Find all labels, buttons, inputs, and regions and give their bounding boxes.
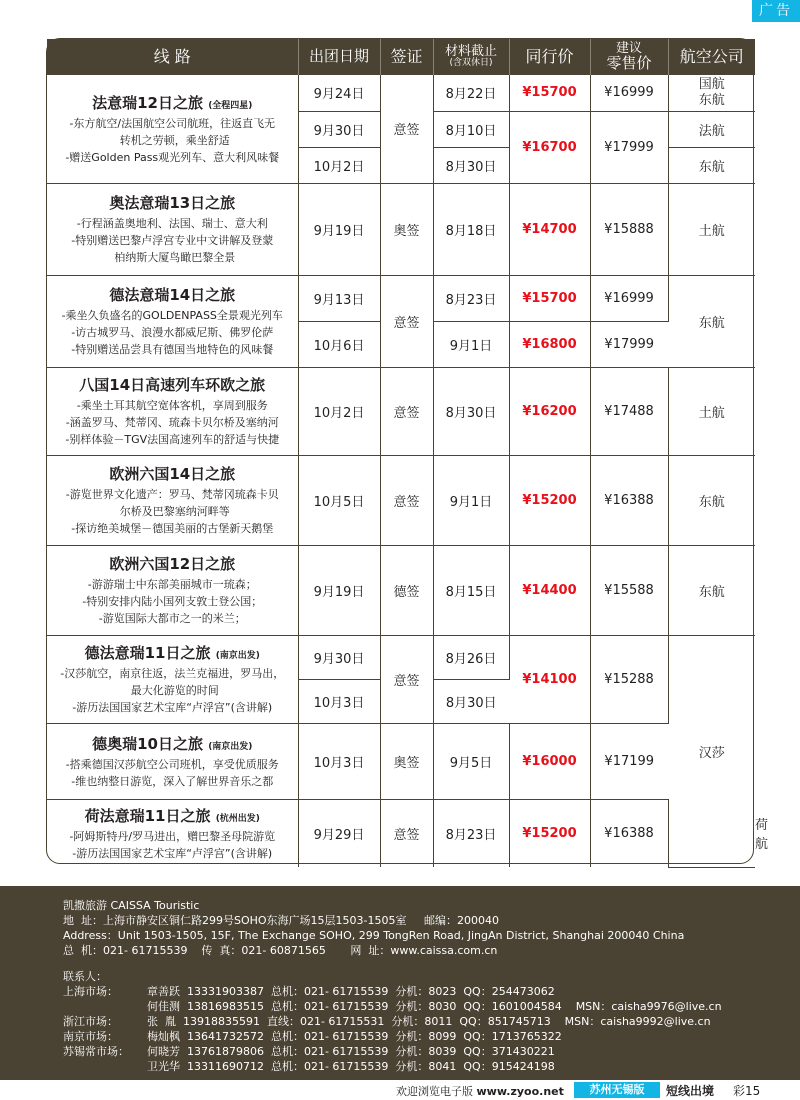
- airline-cell: 东航: [668, 545, 755, 635]
- peer-price-cell: ¥16200: [509, 367, 590, 455]
- route-desc: -访古城罗马、浪漫水都威尼斯、佛罗伦萨: [71, 326, 274, 339]
- table-row: [47, 455, 755, 545]
- route-title: 奥法意瑞13日之旅: [109, 194, 236, 212]
- table-row: [47, 183, 755, 275]
- date-cell: 10月3日: [298, 723, 380, 799]
- route-cell: [47, 75, 298, 183]
- retail-price-cell: ¥17999: [590, 111, 668, 183]
- route-desc: -维也纳整日游览，深入了解世界音乐之都: [71, 774, 274, 788]
- route-title: 德法意瑞14日之旅: [109, 286, 236, 304]
- visa-cell: 奥签: [380, 183, 433, 275]
- route-cell: [47, 275, 298, 367]
- contact-row: 浙江市场： 张 胤 13918835591 直线：021- 61715531 分机：8011 QQ：851745713 MSN：caisha9992@live.cn: [63, 1015, 711, 1028]
- route-cell: [47, 183, 298, 275]
- header-materials-title: 材料截止: [444, 44, 497, 60]
- route-cell: [47, 545, 298, 635]
- route-title: 欧洲六国12日之旅: [109, 555, 236, 573]
- header-peer-price: 同行价: [509, 39, 590, 75]
- retail-price-cell: ¥16388: [590, 455, 668, 545]
- route-title: 德法意瑞11日之旅 (南京出发): [84, 644, 260, 662]
- route-desc: -东方航空/法国航空公司航班，往返直飞无: [69, 116, 276, 130]
- company-address-cn: 地 址：上海市静安区铜仁路299号SOHO东海广场15层1503-1505室 邮编：200040: [63, 914, 499, 927]
- date-cell: 9月30日: [298, 111, 380, 147]
- peer-price-cell: ¥15700: [509, 75, 590, 111]
- deadline-cell: 8月30日: [433, 147, 509, 183]
- visa-cell: 意签: [380, 635, 433, 723]
- table-row: [47, 635, 755, 679]
- table-header: [47, 39, 755, 75]
- deadline-cell: 8月30日: [433, 679, 509, 723]
- deadline-cell: 8月30日: [433, 367, 509, 455]
- route-desc: -别样体验－TGV法国高速列车的舒适与快捷: [65, 433, 280, 446]
- retail-price-cell: ¥17199: [590, 723, 668, 799]
- company-info: [63, 898, 684, 958]
- route-desc: -游览世界文化遗产：罗马、梵蒂冈琉森卡贝: [65, 488, 279, 501]
- company-address-en: Address：Unit 1503-1505, 15F, The Exchange SOHO, 299 TongRen Road, JingAn District, Shanghai 200040 China: [63, 929, 685, 942]
- route-title: 法意瑞12日之旅 (全程四星): [92, 93, 253, 112]
- deadline-cell: 8月18日: [433, 183, 509, 275]
- route-cell: [47, 723, 298, 799]
- route-title: 欧洲六国14日之旅: [109, 465, 236, 483]
- deadline-cell: 8月22日: [433, 75, 509, 111]
- route-desc: -阿姆斯特丹/罗马进出，赠巴黎圣母院游览: [69, 829, 276, 843]
- route-cell: [47, 799, 298, 867]
- company-name: 凯撒旅游 CAISSA Touristic: [63, 899, 200, 912]
- visa-cell: 意签: [380, 799, 433, 867]
- route-desc: 柏纳斯大厦鸟瞰巴黎全景: [114, 251, 236, 264]
- deadline-cell: 8月26日: [433, 635, 509, 679]
- route-desc: -探访绝美城堡－德国美丽的古堡新天鹅堡: [71, 522, 274, 535]
- date-cell: 9月30日: [298, 635, 380, 679]
- table-row: [47, 75, 755, 111]
- route-desc: -乘坐土耳其航空宽体客机，享周到服务: [76, 399, 268, 412]
- header-route: 线 路: [47, 39, 298, 75]
- table-row: [47, 723, 755, 799]
- retail-price-cell: ¥16388: [590, 799, 668, 867]
- table-row: [47, 367, 755, 455]
- route-cell: [47, 367, 298, 455]
- contact-row: 何佳测 13816983515 总机：021- 61715539 分机：8030 QQ：1601004584 MSN：caisha9976@live.cn: [147, 1000, 722, 1013]
- retail-price-cell: ¥17488: [590, 367, 668, 455]
- route-cell: [47, 455, 298, 545]
- table-row: 荷法意瑞11日之旅 (杭州出发) -阿姆斯特丹/罗马进出，赠巴黎圣母院游览 -游历法国国家艺术宝库“卢浮宫”(含讲解) 9月29日 意签 8月23日 ¥15200 ¥16388 荷航: [47, 799, 755, 867]
- welcome-text: 欢迎浏览电子版 www.zyoo.net: [396, 1085, 564, 1098]
- peer-price-cell: ¥16700: [509, 111, 590, 183]
- date-cell: 10月2日: [298, 367, 380, 455]
- date-cell: 10月5日: [298, 455, 380, 545]
- peer-price-cell: ¥14100: [509, 635, 590, 723]
- visa-cell: 意签: [380, 75, 433, 183]
- date-cell: 10月3日: [298, 679, 380, 723]
- route-desc: -特别安排内陆小国列支敦士登公国；: [82, 595, 263, 608]
- header-visa: 签证: [380, 39, 433, 75]
- contacts-list: [63, 969, 722, 1074]
- deadline-cell: 8月23日: [433, 799, 509, 867]
- deadline-cell: 9月1日: [433, 455, 509, 545]
- contact-row: 南京市场： 梅灿枫 13641732572 总机：021- 61715539 分机：8099 QQ：1713765322: [63, 1030, 562, 1043]
- retail-price-cell: ¥15588: [590, 545, 668, 635]
- company-phones: 总 机：021- 61715539 传 真：021- 60871565 网 址：www.caissa.com.cn: [63, 944, 498, 957]
- date-cell: 10月6日: [298, 321, 380, 367]
- header-retail-top: 建议: [615, 41, 642, 57]
- tour-price-table: [46, 38, 769, 864]
- header-materials-note: (含双休日): [449, 58, 493, 69]
- airline-cell: 国航 东航: [668, 75, 755, 111]
- table-row: [47, 545, 755, 635]
- date-cell: 9月13日: [298, 275, 380, 321]
- peer-price-cell: ¥14700: [509, 183, 590, 275]
- visa-cell: 意签: [380, 367, 433, 455]
- visa-cell: 意签: [380, 455, 433, 545]
- route-desc: -游游瑞士中东部美丽城市一琉森；: [87, 578, 257, 591]
- retail-price-cell: ¥17999: [590, 321, 668, 367]
- header-date: 出团日期: [298, 39, 380, 75]
- route-desc: 尔桥及巴黎塞纳河畔等: [119, 505, 230, 518]
- route-title: 荷法意瑞11日之旅 (杭州出发): [84, 806, 260, 825]
- contact-row: 卫光华 13311690712 总机：021- 61715539 分机：8041 QQ：915424198: [147, 1060, 555, 1073]
- contacts-label: 联系人：: [63, 970, 107, 983]
- route-desc: -游历法国国家艺术宝库“卢浮宫”(含讲解): [72, 701, 273, 714]
- route-desc: -搭乘德国汉莎航空公司班机，享受优质服务: [65, 757, 279, 771]
- airline-cell: 土航: [668, 183, 755, 275]
- airline-cell: 法航: [668, 111, 755, 147]
- retail-price-cell: ¥15888: [590, 183, 668, 275]
- deadline-cell: 8月10日: [433, 111, 509, 147]
- airline-cell: 东航: [668, 275, 755, 367]
- route-desc: -游览国际大都市之一的米兰；: [98, 612, 246, 625]
- deadline-cell: 9月1日: [433, 321, 509, 367]
- date-cell: 9月24日: [298, 75, 380, 111]
- airline-cell: 汉莎: [668, 635, 755, 867]
- contact-row: 苏锡常市场： 何晓芳 13761879806 总机：021- 61715539 分机：8039 QQ：371430221: [63, 1045, 555, 1058]
- route-desc: -特别赠送品尝具有德国当地特色的风味餐: [71, 343, 274, 356]
- peer-price-cell: ¥16000: [509, 723, 590, 799]
- visa-cell: 意签: [380, 275, 433, 367]
- route-desc: -行程涵盖奥地利、法国、瑞士、意大利: [76, 217, 268, 230]
- peer-price-cell: ¥16800: [509, 321, 590, 367]
- date-cell: 10月2日: [298, 147, 380, 183]
- route-desc: -乘坐久负盛名的GOLDENPASS全景观光列车: [61, 309, 283, 322]
- airline-cell: 东航: [668, 455, 755, 545]
- route-desc: -涵盖罗马、梵蒂冈、琉森卡贝尔桥及塞纳河: [65, 416, 279, 429]
- date-cell: 9月19日: [298, 183, 380, 275]
- route-title: 德奥瑞10日之旅 (南京出发): [92, 734, 253, 753]
- route-desc: -特别赠送巴黎卢浮宫专业中文讲解及登蒙: [71, 234, 274, 247]
- header-airline: 航空公司: [668, 39, 755, 75]
- page-number: 彩15: [733, 1084, 761, 1098]
- page-bottom-bar: [0, 1081, 800, 1100]
- retail-price-cell: ¥16999: [590, 75, 668, 111]
- route-desc: -汉莎航空，南京往返，法兰克福进，罗马出，: [60, 667, 285, 680]
- edition-badge: 苏州无锡版: [574, 1082, 660, 1098]
- section-title: 短线出境: [666, 1084, 715, 1098]
- route-desc: -赠送Golden Pass观光列车、意大利风味餐: [65, 150, 280, 164]
- date-cell: 9月29日: [298, 799, 380, 867]
- route-cell: [47, 635, 298, 723]
- airline-cell: 土航: [668, 367, 755, 455]
- header-retail-bottom: 零售价: [606, 53, 652, 72]
- retail-price-cell: ¥16999: [590, 275, 668, 321]
- peer-price-cell: ¥15700: [509, 275, 590, 321]
- site-link[interactable]: www.zyoo.net: [476, 1085, 564, 1098]
- company-footer: [0, 886, 800, 1080]
- visa-cell: 德签: [380, 545, 433, 635]
- visa-cell: 奥签: [380, 723, 433, 799]
- route-desc: 最大化游览的时间: [130, 684, 219, 697]
- deadline-cell: 9月5日: [433, 723, 509, 799]
- airline-cell: 东航: [668, 147, 755, 183]
- deadline-cell: 8月15日: [433, 545, 509, 635]
- deadline-cell: 8月23日: [433, 275, 509, 321]
- date-cell: 9月19日: [298, 545, 380, 635]
- route-desc: 转机之劳顿，乘坐舒适: [119, 133, 230, 147]
- route-title: 八国14日高速列车环欧之旅: [79, 376, 266, 394]
- table-row: [47, 275, 755, 321]
- retail-price-cell: ¥15288: [590, 635, 668, 723]
- peer-price-cell: ¥15200: [509, 455, 590, 545]
- route-desc: -游历法国国家艺术宝库“卢浮宫”(含讲解): [72, 846, 273, 860]
- header-retail-price: [590, 39, 668, 75]
- contact-row: 上海市场： 章善跃 13331903387 总机：021- 61715539 分机：8023 QQ：254473062: [63, 985, 555, 998]
- ad-label: 广告: [752, 0, 800, 22]
- peer-price-cell: ¥14400: [509, 545, 590, 635]
- header-materials: [433, 39, 509, 75]
- peer-price-cell: ¥15200: [509, 799, 590, 867]
